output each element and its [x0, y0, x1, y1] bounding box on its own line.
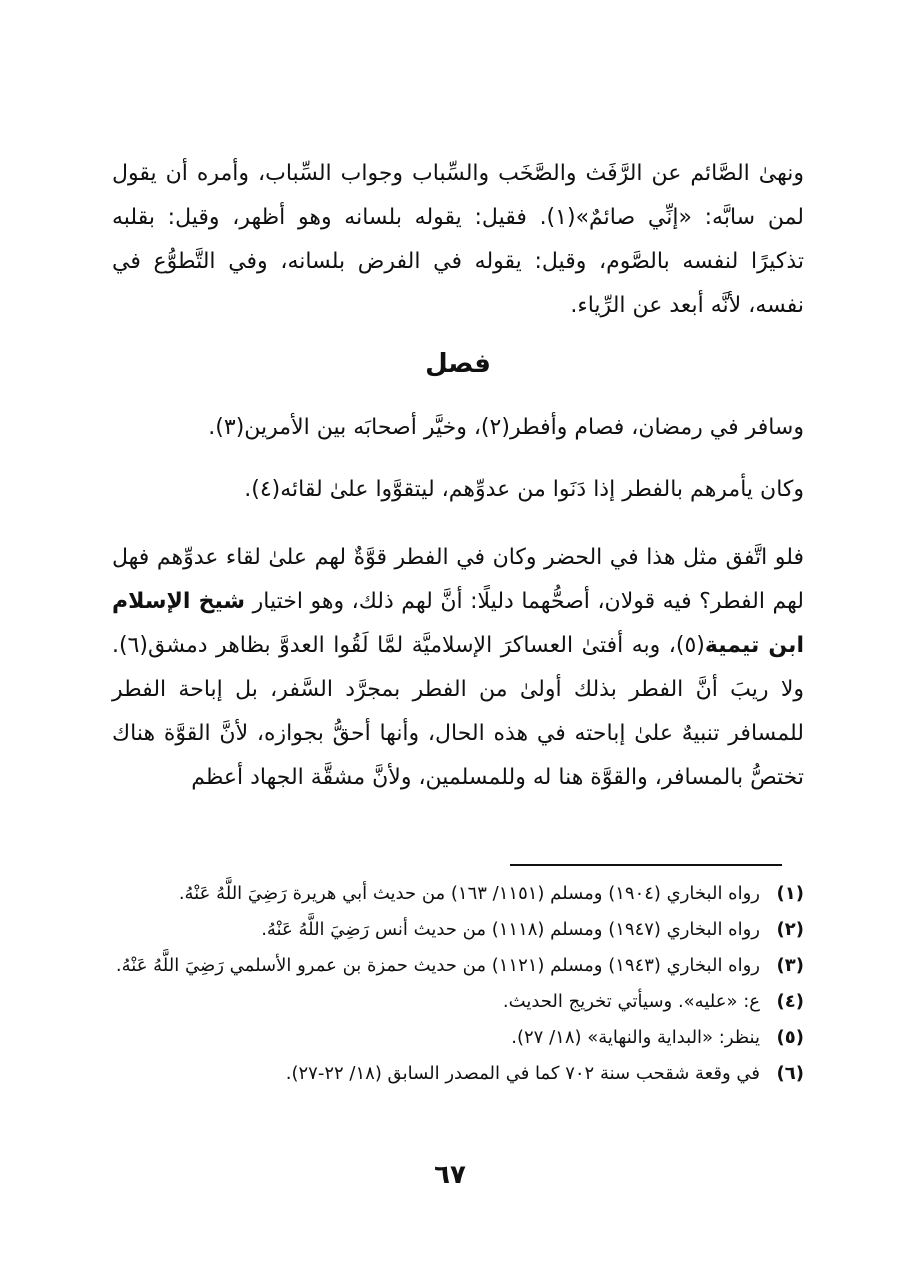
footnote-item — [112, 948, 804, 984]
footnote-number: (٤) — [776, 991, 804, 1012]
section-heading: فصل — [425, 349, 491, 379]
footnote-divider — [510, 864, 782, 866]
footnote-text: رواه البخاري (١٩٤٣) ومسلم (١١٢١) من حديث حمزة بن عمرو الأسلمي رَضِيَ اللَّهُ عَنْهُ. — [115, 955, 760, 976]
paragraph-text: وسافر في رمضان، فصام وأفطر(٢)، وخيَّر أصحابَه بين الأمرين(٣). — [208, 415, 804, 440]
footnote-number: (٣) — [776, 955, 804, 976]
footnote-number: (٥) — [776, 1027, 804, 1048]
footnote-number: (٢) — [776, 919, 804, 940]
page-number: ٦٧ — [434, 1160, 466, 1190]
paragraph-text: فلو اتَّفق مثل هذا في الحضر وكان في الفطر قوَّةٌ لهم علىٰ لقاء عدوِّهم فهل لهم الفطر؟ فيه قولان، أصحُّهما دليلًا: أنَّ لهم ذلك، وهو اختيار — [112, 545, 805, 614]
footnote-number: (٦) — [776, 1063, 804, 1084]
footnote-text: ينظر: «البداية والنهاية» (١٨/ ٢٧). — [511, 1027, 760, 1048]
footnote-number: (١) — [776, 883, 804, 904]
footnote-text: رواه البخاري (١٩٠٤) ومسلم (١١٥١/ ١٦٣) من حديث أبي هريرة رَضِيَ اللَّهُ عَنْهُ. — [178, 883, 760, 904]
footnote-text: رواه البخاري (١٩٤٧) ومسلم (١١١٨) من حديث أنس رَضِيَ اللَّهُ عَنْهُ. — [261, 919, 760, 940]
footnote-item — [112, 984, 804, 1020]
footnotes — [112, 876, 804, 1092]
footnote-item — [112, 876, 804, 912]
paragraph-breaking-fast-enemy — [112, 468, 804, 512]
footnote-item — [112, 1020, 804, 1056]
footnote-item — [112, 1056, 804, 1092]
paragraph-text: ونهىٰ الصَّائم عن الرَّفَث والصَّخَب والسِّباب وجواب السِّباب، وأمره أن يقول لمن سابَّه: «إنِّي صائمٌ»(١). فقيل: يقوله بلسانه وهو أظهر، وقيل: بقلبه تذكيرًا لنفسه بالصَّوم، وقيل: يقوله في الفرض بلسانه، وفي التَّطوُّع في نفسه، لأنَّه أبعد عن الرِّياء. — [112, 161, 804, 318]
footnote-text: ع: «عليه». وسيأتي تخريج الحديث. — [502, 991, 760, 1012]
paragraph-fasting-conduct — [112, 152, 804, 328]
footnote-text: في وقعة شقحب سنة ٧٠٢ كما في المصدر السابق (١٨/ ٢٢-٢٧). — [285, 1063, 760, 1084]
paragraph-text-continued: (٥)، وبه أفتىٰ العساكرَ الإسلاميَّة لمَّا لَقُوا العدوَّ بظاهر دمشق(٦). ولا ريبَ أنَّ الفطر بذلك أولىٰ من الفطر بمجرَّد السَّفر، بل إباحة الفطر للمسافر تنبيهٌ علىٰ إباحته في هذه الحال، وأنها أحقُّ بجوازه، لأنَّ القوَّة هناك تختصُّ بالمسافر، والقوَّة هنا له وللمسلمين، ولأنَّ مشقَّة الجهاد أعظم — [112, 633, 804, 790]
paragraph-ruling-discussion — [112, 536, 804, 800]
paragraph-text: وكان يأمرهم بالفطر إذا دَنَوا من عدوِّهم، ليتقوَّوا علىٰ لقائه(٤). — [244, 477, 804, 502]
scholar-name: شيخ الإسلام ابن تيمية — [112, 589, 804, 658]
paragraph-travel-ramadan — [112, 406, 804, 450]
footnote-item — [112, 912, 804, 948]
